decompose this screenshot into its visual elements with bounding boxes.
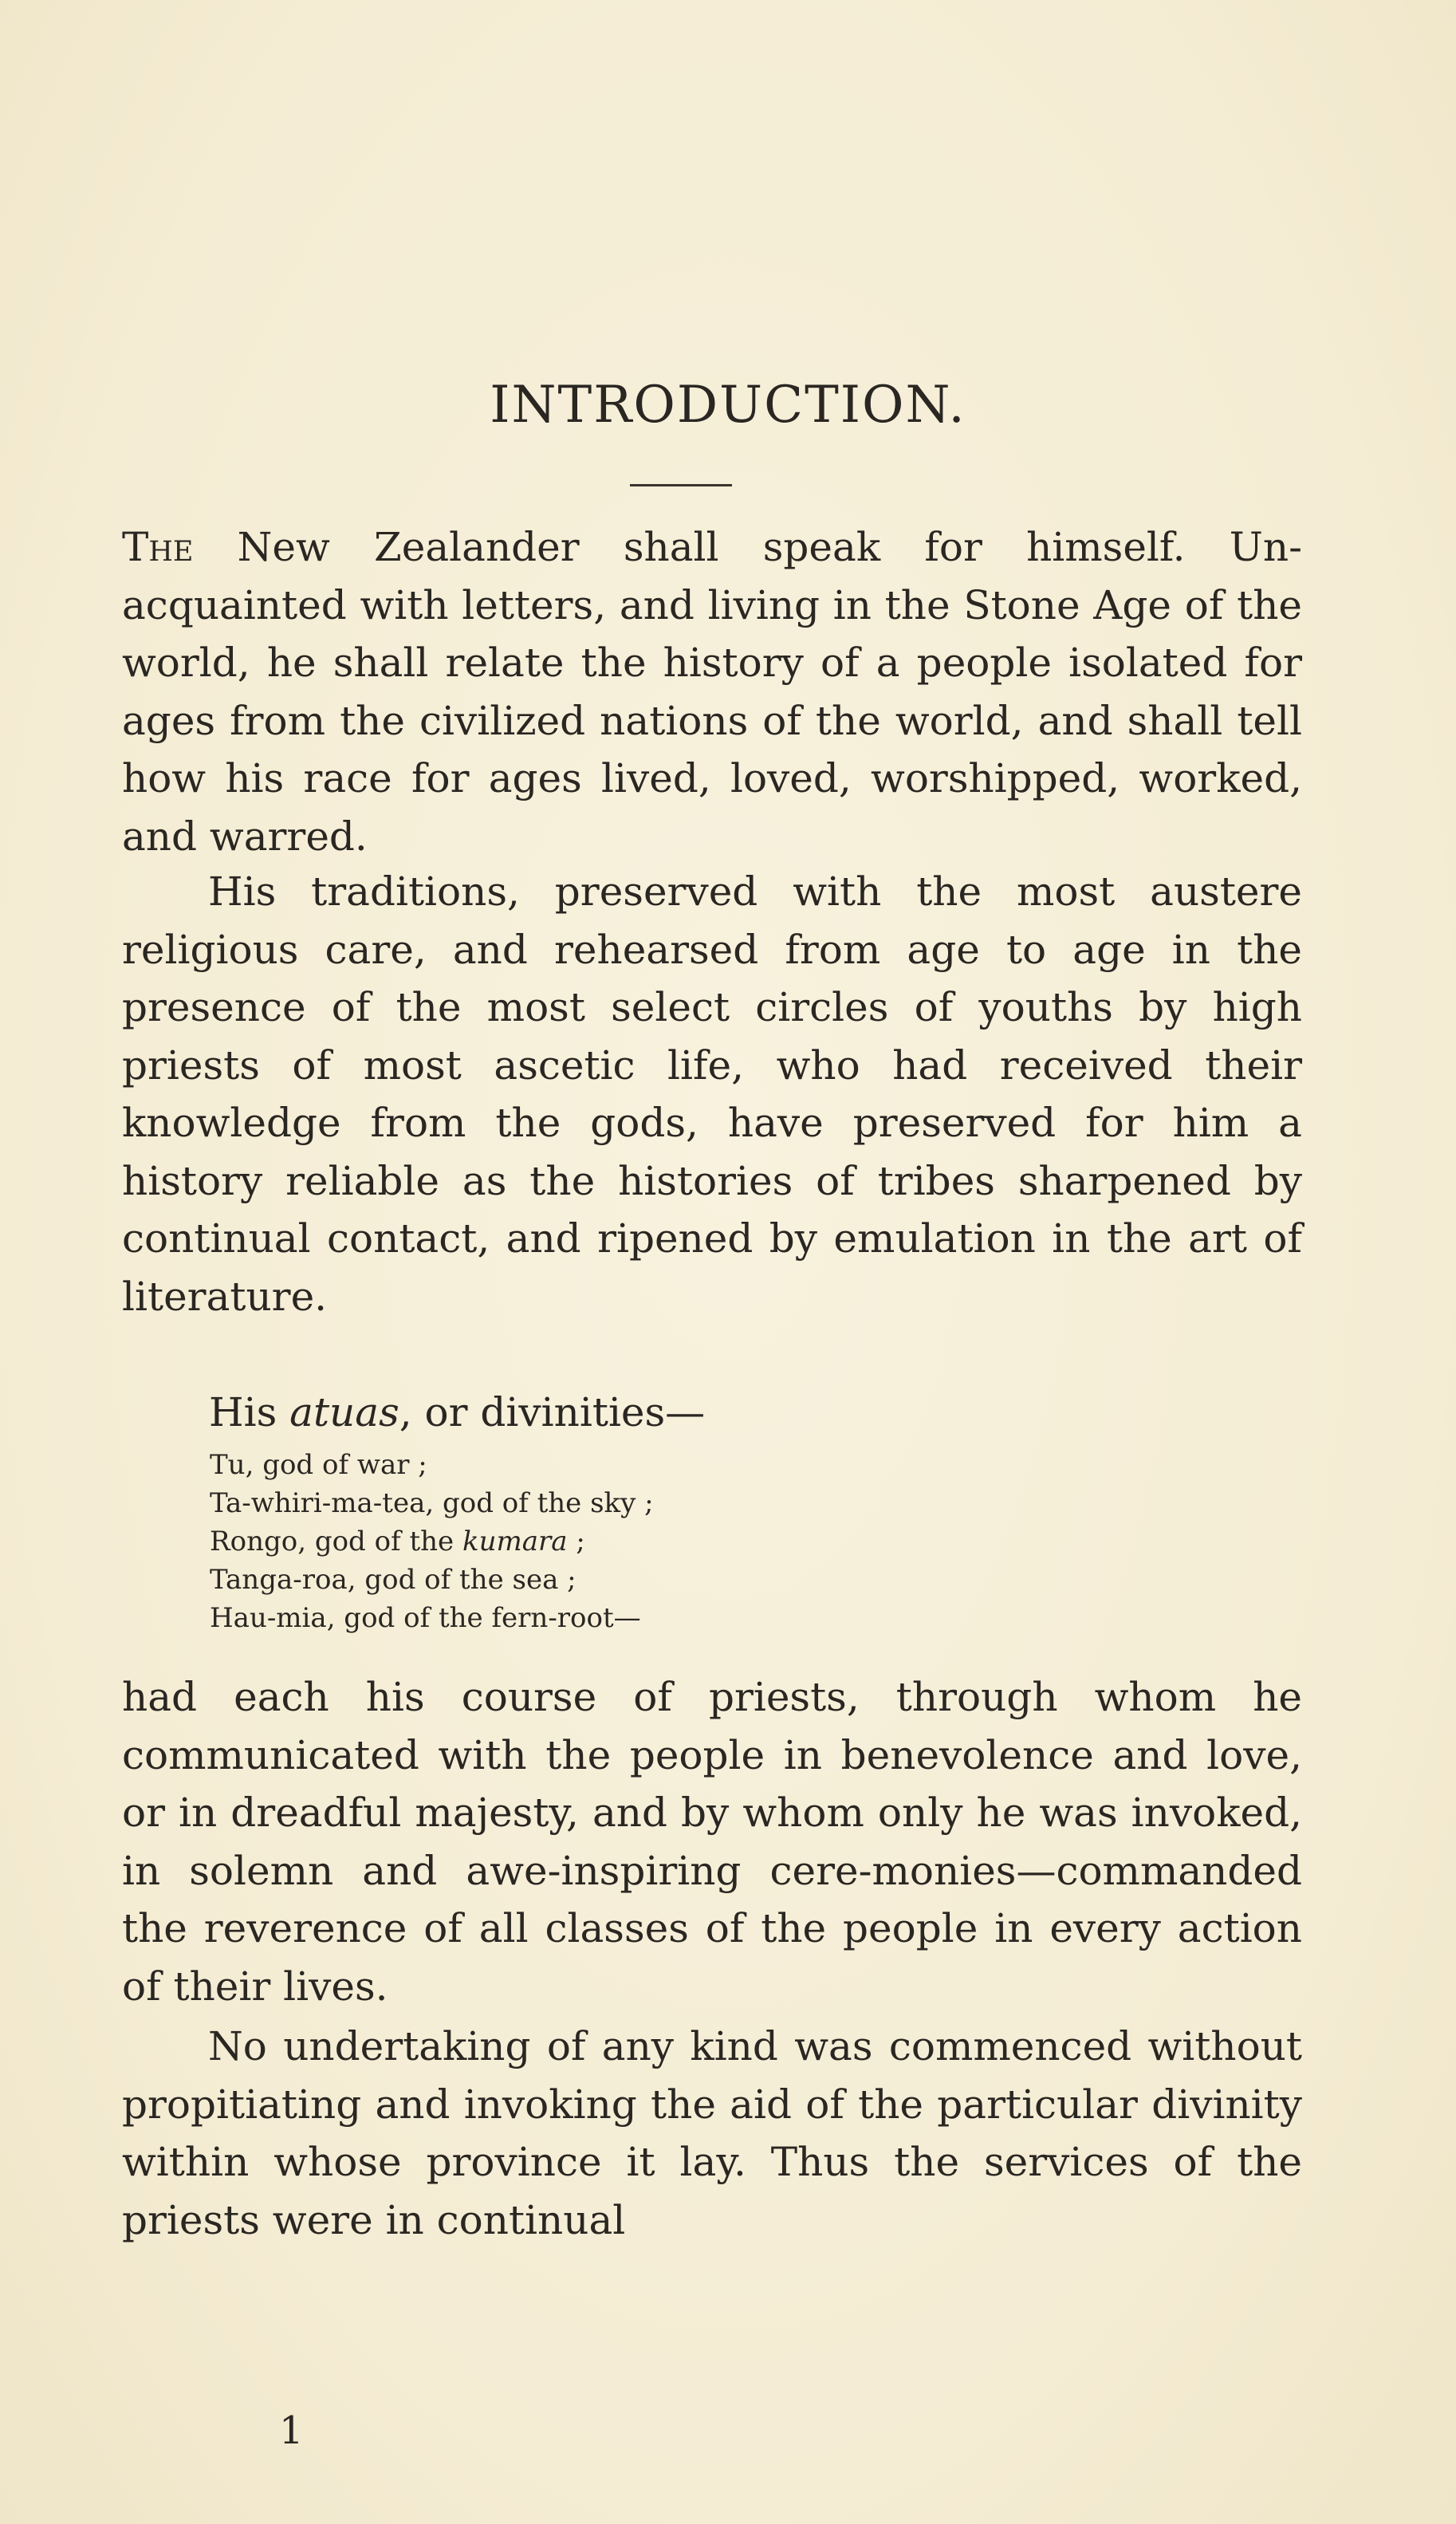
paragraph-1-lead: The: [122, 524, 194, 570]
list-item: Tu, god of war ;: [210, 1449, 427, 1481]
paragraph-2: His traditions, preserved with the most austere religious care, and rehearsed from age to age in the presence of the most select circles of youths by high priests of most ascetic life, who had received their knowledge from the gods, have preserved for him a history reliable as the histories of tribes sharpened by continual contact, and ripened by emulation in the art of literature.: [122, 868, 1302, 1320]
paragraph-1-text: New Zealander shall speak for himself. Un-acquainted with letters, and living in the Stone Age of the world, he shall relate the history of a people isolated for ages from the civilized nations of the world, and shall tell how his race for ages lived, loved, worshipped, worked, and warred.: [122, 524, 1302, 860]
list-item: [210, 1522, 1007, 1561]
list-item-prefix: Rongo, god of the: [210, 1526, 462, 1557]
paragraph-5: No undertaking of any kind was commenced without propitiating and invoking the aid of the particular divinity within whose province it lay. Thus the services of the priests were in continual: [122, 2023, 1302, 2243]
heading-rule: [630, 484, 732, 486]
chapter-heading: INTRODUCTION.: [490, 376, 966, 435]
divinities-list: [210, 1446, 1007, 1637]
list-item: Ta-whiri-ma-tea, god of the sky ;: [210, 1487, 654, 1519]
list-item: Hau-mia, god of the fern-root—: [210, 1602, 641, 1634]
paragraph-3-suffix: , or divinities—: [399, 1389, 706, 1435]
paragraph-4: had each his course of priests, through whom he communicated with the people in benevolence and love, or in dreadful majesty, and by whom only he was invoked, in solemn and awe-inspiring cere-monies—commanded the reverence of all classes of the people in every action of their lives.: [122, 1674, 1302, 2010]
list-item: Tanga-roa, god of the sea ;: [210, 1564, 576, 1596]
list-item-term: kumara: [462, 1526, 568, 1557]
paragraph-1: [122, 518, 1302, 865]
paragraph-3: [209, 1384, 705, 1442]
paragraph-3-term: atuas: [289, 1389, 399, 1435]
paragraph-3-prefix: His: [209, 1389, 290, 1435]
page-number: 1: [279, 2408, 304, 2453]
list-item-suffix: ;: [567, 1526, 585, 1557]
